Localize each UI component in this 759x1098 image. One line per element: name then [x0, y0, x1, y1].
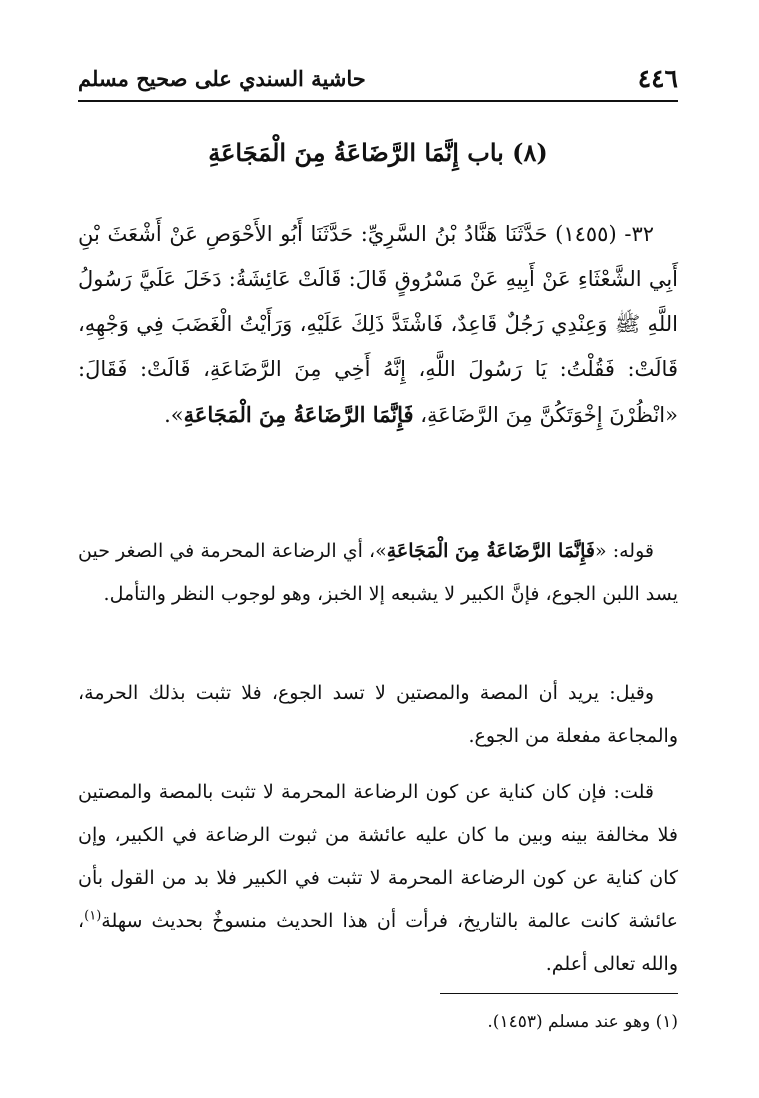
commentary-paragraph-2 [78, 672, 678, 758]
hadith-bold-phrase: فَإِنَّمَا الرَّضَاعَةُ مِنَ الْمَجَاعَةِ [183, 402, 414, 427]
hadith-body: ٣٢- (١٤٥٥) حَدَّثَنَا هَنَّادُ بْنُ السَّرِيِّ: حَدَّثَنَا أَبُو الأَحْوَصِ عَنْ أَشْعَثَ بْنِ أَبِي الشَّعْثَاءِ عَنْ أَبِيهِ عَنْ مَسْرُوقٍ قَالَ: قَالَتْ عَائِشَةُ: دَخَلَ عَلَيَّ رَسُولُ اللَّهِ ﷺ وَعِنْدِي رَجُلٌ قَاعِدٌ، فَاشْتَدَّ ذَلِكَ عَلَيْهِ، وَرَأَيْتُ الْغَضَبَ فِي وَجْهِهِ، قَالَتْ: فَقُلْتُ: يَا رَسُولَ اللَّهِ، إِنَّهُ أَخِي مِنَ الرَّضَاعَةِ، قَالَتْ: فَقَالَ: «انْظُرْنَ إِخْوَتَكُنَّ مِنَ الرَّضَاعَةِ، [78, 222, 678, 427]
commentary-paragraph-1 [78, 530, 678, 616]
hadith-text [78, 212, 678, 438]
footnote-reference[interactable]: (١) [84, 908, 102, 924]
commentary-2-text: وقيل: يريد أن المصة والمصتين لا تسد الجوع، فلا تثبت بذلك الحرمة، والمجاعة مفعلة من الجوع. [78, 682, 678, 747]
commentary-3-text: قلت: فإن كان كناية عن كون الرضاعة المحرمة لا تثبت بالمصة والمصتين فلا مخالفة بينه وبين ما كان عليه عائشة من ثبوت الرضاعة في الكبير، وإن كان كناية عن كون الرضاعة المحرمة لا تثبت في الكبير فلا بد من القول بأن عائشة كانت عالمة بالتاريخ، فرأت أن هذا الحديث منسوخٌ بحديث سهلة [78, 781, 678, 932]
chapter-heading: (٨) باب إِنَّمَا الرَّضَاعَةُ مِنَ الْمَجَاعَةِ [208, 138, 548, 167]
commentary-1-rest: »، أي الرضاعة المحرمة في الصغر حين يسد اللبن الجوع، فإنَّ الكبير لا يشبعه إلا الخبز، وهو لوجوب النظر والتأمل. [78, 540, 678, 605]
page-number: ٤٤٦ [637, 63, 678, 93]
footnote-divider [440, 993, 678, 994]
page-header [78, 62, 678, 102]
commentary-paragraph-3 [78, 771, 678, 986]
footnote: (١) وهو عند مسلم (١٤٥٣). [487, 1012, 678, 1032]
commentary-3-end: ، والله تعالى أعلم. [78, 910, 678, 975]
book-title: حاشية السندي على صحيح مسلم [78, 65, 366, 91]
commentary-1-quote: فَإِنَّمَا الرَّضَاعَةُ مِنَ الْمَجَاعَةِ [386, 540, 595, 562]
commentary-1-prefix: قوله: « [594, 540, 654, 562]
hadith-end: ». [164, 403, 184, 427]
